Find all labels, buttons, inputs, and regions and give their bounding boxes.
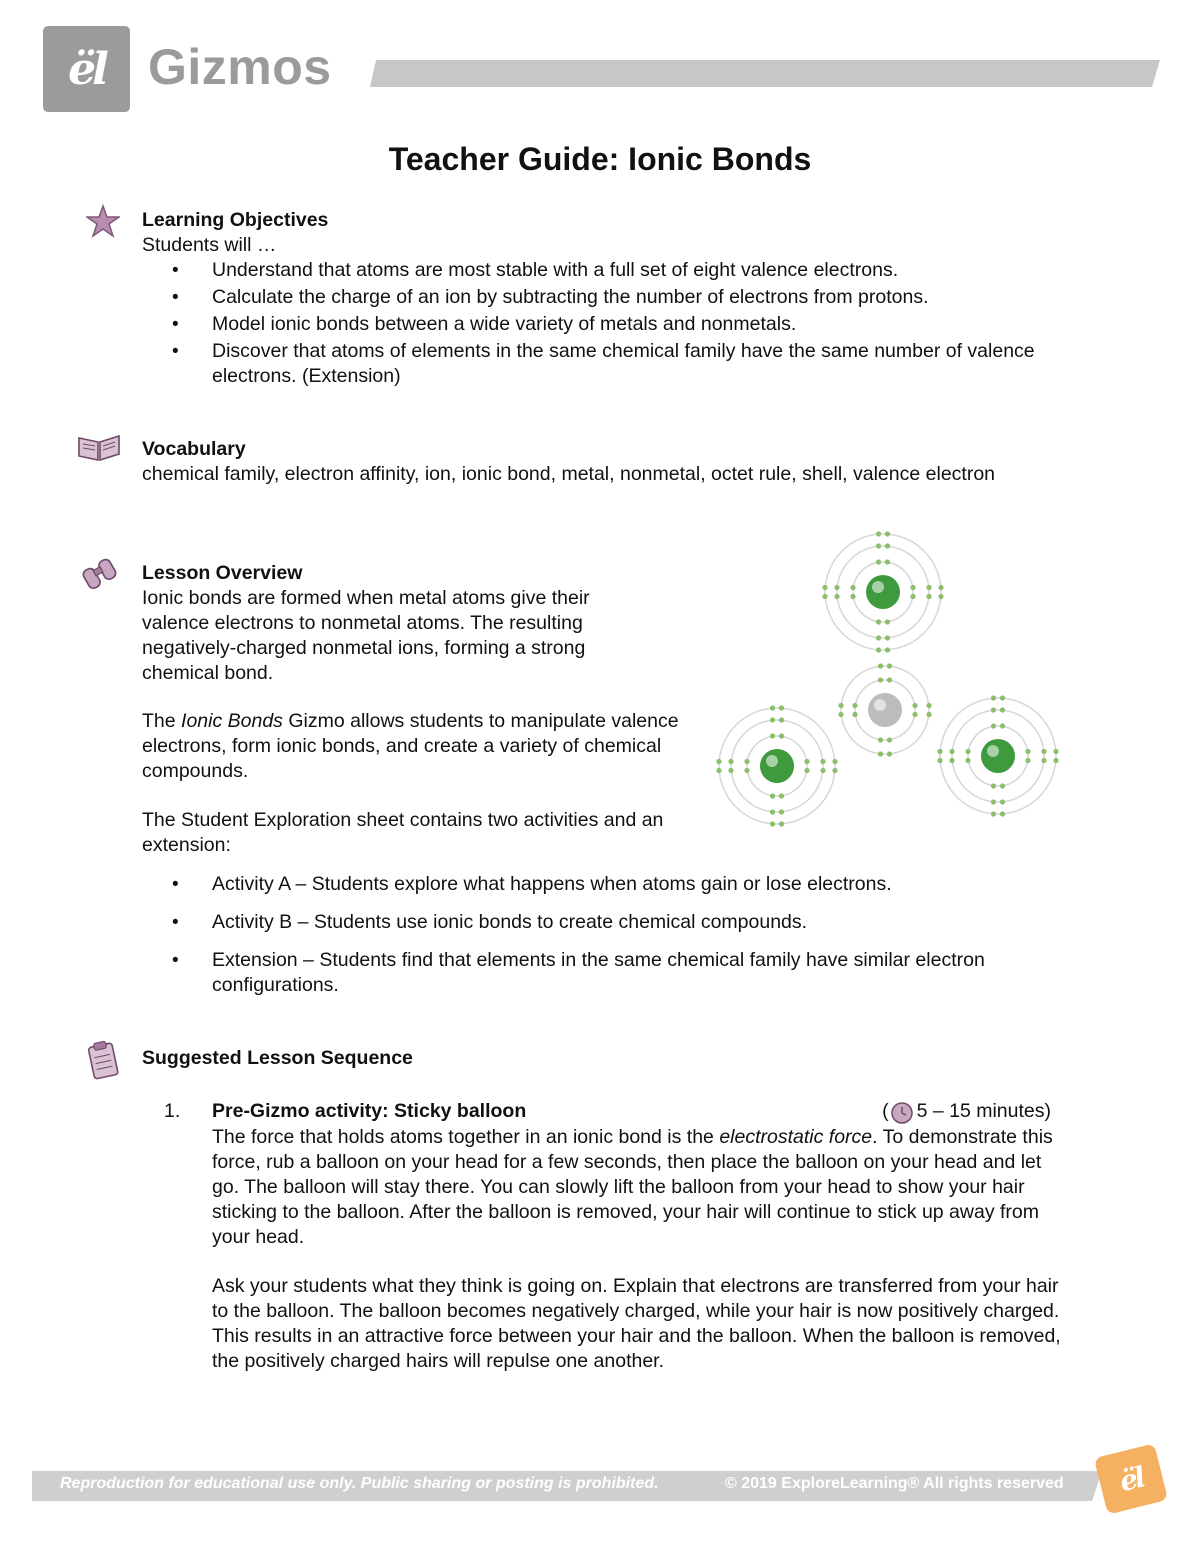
nonmetal-atom-left-nucleus bbox=[760, 749, 794, 783]
electron bbox=[822, 594, 827, 599]
learning-objectives-heading: Learning Objectives bbox=[142, 209, 329, 231]
electron bbox=[1041, 758, 1046, 763]
list-item: • Understand that atoms are most stable with a full set of eight valence electrons. bbox=[142, 258, 1062, 283]
step-paragraph-2: Ask your students what they think is going on. Explain that electrons are transferred from your hair to the balloon. The balloon becomes negatively charged, while your hair is now positively charged. This results in an attractive force between your hair and the balloon. When the balloon is removed, the positively charged hairs will repulse one another. bbox=[212, 1275, 1061, 1372]
electron bbox=[1025, 749, 1030, 754]
lesson-overview-paragraph-2 bbox=[142, 709, 692, 784]
electron bbox=[887, 737, 892, 742]
electron bbox=[820, 759, 825, 764]
electron bbox=[991, 811, 996, 816]
nonmetal-atom-top-nucleus bbox=[866, 575, 900, 609]
list-item: • Calculate the charge of an ion by subtracting the number of electrons from protons. bbox=[142, 285, 1062, 310]
electron bbox=[1053, 758, 1058, 763]
electron bbox=[910, 594, 915, 599]
electron bbox=[926, 703, 931, 708]
electron bbox=[770, 821, 775, 826]
explorelearning-logo bbox=[1094, 1443, 1168, 1514]
step-duration-text: 5 – 15 minutes) bbox=[916, 1100, 1051, 1122]
electron bbox=[770, 733, 775, 738]
electron bbox=[804, 768, 809, 773]
nonmetal-atom-right-nucleus bbox=[981, 739, 1015, 773]
gizmos-logo bbox=[43, 26, 130, 112]
lesson-overview-paragraph-1: Ionic bonds are formed when metal atoms give their valence electrons to nonmetal atoms. The resulting negatively-charged nonmetal ions, forming a strong chemical bond. bbox=[142, 587, 590, 684]
electron bbox=[716, 759, 721, 764]
paragraph-text: Gizmo allows students to manipulate valence electrons, form ionic bonds, and create a variety of chemical compounds. bbox=[142, 710, 679, 782]
electron bbox=[912, 703, 917, 708]
brand-name: Gizmos bbox=[148, 39, 332, 95]
nonmetal-atom-right-nucleus-highlight bbox=[987, 745, 999, 757]
star-icon bbox=[86, 204, 120, 238]
electron bbox=[834, 594, 839, 599]
electron bbox=[850, 585, 855, 590]
electron bbox=[878, 737, 883, 742]
electron bbox=[804, 759, 809, 764]
electron bbox=[744, 768, 749, 773]
electron bbox=[949, 749, 954, 754]
electron bbox=[834, 585, 839, 590]
nonmetal-atom-top-nucleus-highlight bbox=[872, 581, 884, 593]
activities-list bbox=[142, 872, 1022, 1011]
header-bar bbox=[370, 60, 1160, 87]
electron bbox=[770, 705, 775, 710]
clipboard-icon bbox=[86, 1040, 120, 1080]
electron bbox=[878, 751, 883, 756]
electron bbox=[876, 559, 881, 564]
electron bbox=[832, 768, 837, 773]
electron bbox=[852, 703, 857, 708]
electron bbox=[876, 543, 881, 548]
electron bbox=[1053, 749, 1058, 754]
electron bbox=[937, 749, 942, 754]
electron bbox=[991, 707, 996, 712]
electron bbox=[991, 723, 996, 728]
electron bbox=[885, 635, 890, 640]
nonmetal-atom-left-nucleus-highlight bbox=[766, 755, 778, 767]
electron bbox=[1000, 783, 1005, 788]
learning-objectives-list bbox=[142, 258, 1062, 391]
paragraph-text: The bbox=[142, 710, 182, 732]
step-title: Pre-Gizmo activity: Sticky balloon bbox=[212, 1100, 527, 1122]
metal-atom-center-nucleus bbox=[868, 693, 902, 727]
electron bbox=[1000, 811, 1005, 816]
electron bbox=[926, 585, 931, 590]
electron bbox=[991, 695, 996, 700]
electron bbox=[1000, 695, 1005, 700]
list-item: • Activity B – Students use ionic bonds to create chemical compounds. bbox=[142, 910, 1022, 935]
electron bbox=[852, 712, 857, 717]
footer-copyright: © 2019 ExploreLearning® All rights reserved bbox=[725, 1475, 1064, 1492]
electron bbox=[779, 733, 784, 738]
electron bbox=[885, 543, 890, 548]
lesson-overview-heading: Lesson Overview bbox=[142, 562, 303, 584]
electron bbox=[991, 799, 996, 804]
electron bbox=[770, 717, 775, 722]
list-item: • Activity A – Students explore what happens when atoms gain or lose electrons. bbox=[142, 872, 1022, 897]
electron bbox=[728, 759, 733, 764]
electron bbox=[885, 559, 890, 564]
paragraph-text: The force that holds atoms together in an ionic bond is the bbox=[212, 1126, 720, 1148]
electron bbox=[876, 647, 881, 652]
lesson-sequence-heading: Suggested Lesson Sequence bbox=[142, 1047, 413, 1069]
binoculars-icon bbox=[78, 556, 120, 590]
electron bbox=[779, 793, 784, 798]
lesson-overview-paragraph-3: The Student Exploration sheet contains two activities and an extension: bbox=[142, 809, 664, 856]
clock-icon bbox=[889, 1101, 915, 1125]
electron bbox=[1025, 758, 1030, 763]
electron bbox=[885, 619, 890, 624]
electron bbox=[779, 821, 784, 826]
electron bbox=[937, 758, 942, 763]
electron bbox=[1000, 707, 1005, 712]
step-duration bbox=[882, 1099, 1051, 1124]
metal-atom-center-nucleus-highlight bbox=[874, 699, 886, 711]
electron bbox=[949, 758, 954, 763]
electron bbox=[822, 585, 827, 590]
electron bbox=[779, 809, 784, 814]
step-duration-open: ( bbox=[882, 1100, 889, 1122]
electron bbox=[878, 663, 883, 668]
electron bbox=[885, 531, 890, 536]
paragraph-text: . To demonstrate this force, rub a balloon on your head for a few seconds, then place the balloon on your head and let go. The balloon will stay there. You can slowly lift the balloon from your head to show your hair sticking to the balloon. After the balloon is removed, your hair will continue to stick up away from your head. bbox=[212, 1126, 1053, 1248]
electron bbox=[876, 619, 881, 624]
electron bbox=[728, 768, 733, 773]
list-item: • Model ionic bonds between a wide variety of metals and nonmetals. bbox=[142, 312, 1062, 337]
electron bbox=[716, 768, 721, 773]
electron bbox=[820, 768, 825, 773]
electron bbox=[1000, 723, 1005, 728]
step-paragraph-1 bbox=[212, 1125, 1072, 1250]
electron bbox=[838, 703, 843, 708]
electron bbox=[926, 712, 931, 717]
electron bbox=[744, 759, 749, 764]
electron bbox=[878, 677, 883, 682]
electron bbox=[887, 751, 892, 756]
electron bbox=[850, 594, 855, 599]
electron bbox=[938, 585, 943, 590]
electron bbox=[779, 705, 784, 710]
footer-notice: Reproduction for educational use only. Public sharing or posting is prohibited. bbox=[60, 1475, 659, 1492]
vocabulary-text: chemical family, electron affinity, ion, ionic bond, metal, nonmetal, octet rule, shell, valence electron bbox=[142, 463, 996, 485]
electron bbox=[938, 594, 943, 599]
list-item: • Discover that atoms of elements in the same chemical family have the same number of valence electrons. (Extension) bbox=[142, 339, 1062, 389]
vocabulary-heading: Vocabulary bbox=[142, 438, 246, 460]
electron bbox=[838, 712, 843, 717]
electron bbox=[910, 585, 915, 590]
explorelearning-logo-text: ël bbox=[1116, 1460, 1146, 1498]
gizmos-logo-text: ël bbox=[68, 43, 105, 95]
electron bbox=[832, 759, 837, 764]
electron bbox=[991, 783, 996, 788]
electron bbox=[876, 531, 881, 536]
electron bbox=[926, 594, 931, 599]
electron bbox=[912, 712, 917, 717]
electron bbox=[887, 663, 892, 668]
electron bbox=[885, 647, 890, 652]
electron bbox=[1041, 749, 1046, 754]
electron bbox=[770, 793, 775, 798]
ionic-bond-atoms-illustration bbox=[705, 520, 1065, 840]
gizmo-name: Ionic Bonds bbox=[181, 710, 283, 732]
list-item: • Extension – Students find that elements in the same chemical family have similar electron configurations. bbox=[142, 948, 1022, 998]
page-title: Teacher Guide: Ionic Bonds bbox=[388, 141, 812, 177]
electron bbox=[876, 635, 881, 640]
electron bbox=[1000, 799, 1005, 804]
electron bbox=[965, 749, 970, 754]
book-icon bbox=[76, 432, 122, 462]
electron bbox=[887, 677, 892, 682]
step-number: 1. bbox=[164, 1100, 181, 1122]
electron bbox=[770, 809, 775, 814]
electron bbox=[965, 758, 970, 763]
learning-objectives-intro: Students will … bbox=[142, 234, 277, 256]
emphasis-term: electrostatic force bbox=[719, 1126, 873, 1148]
electron bbox=[779, 717, 784, 722]
